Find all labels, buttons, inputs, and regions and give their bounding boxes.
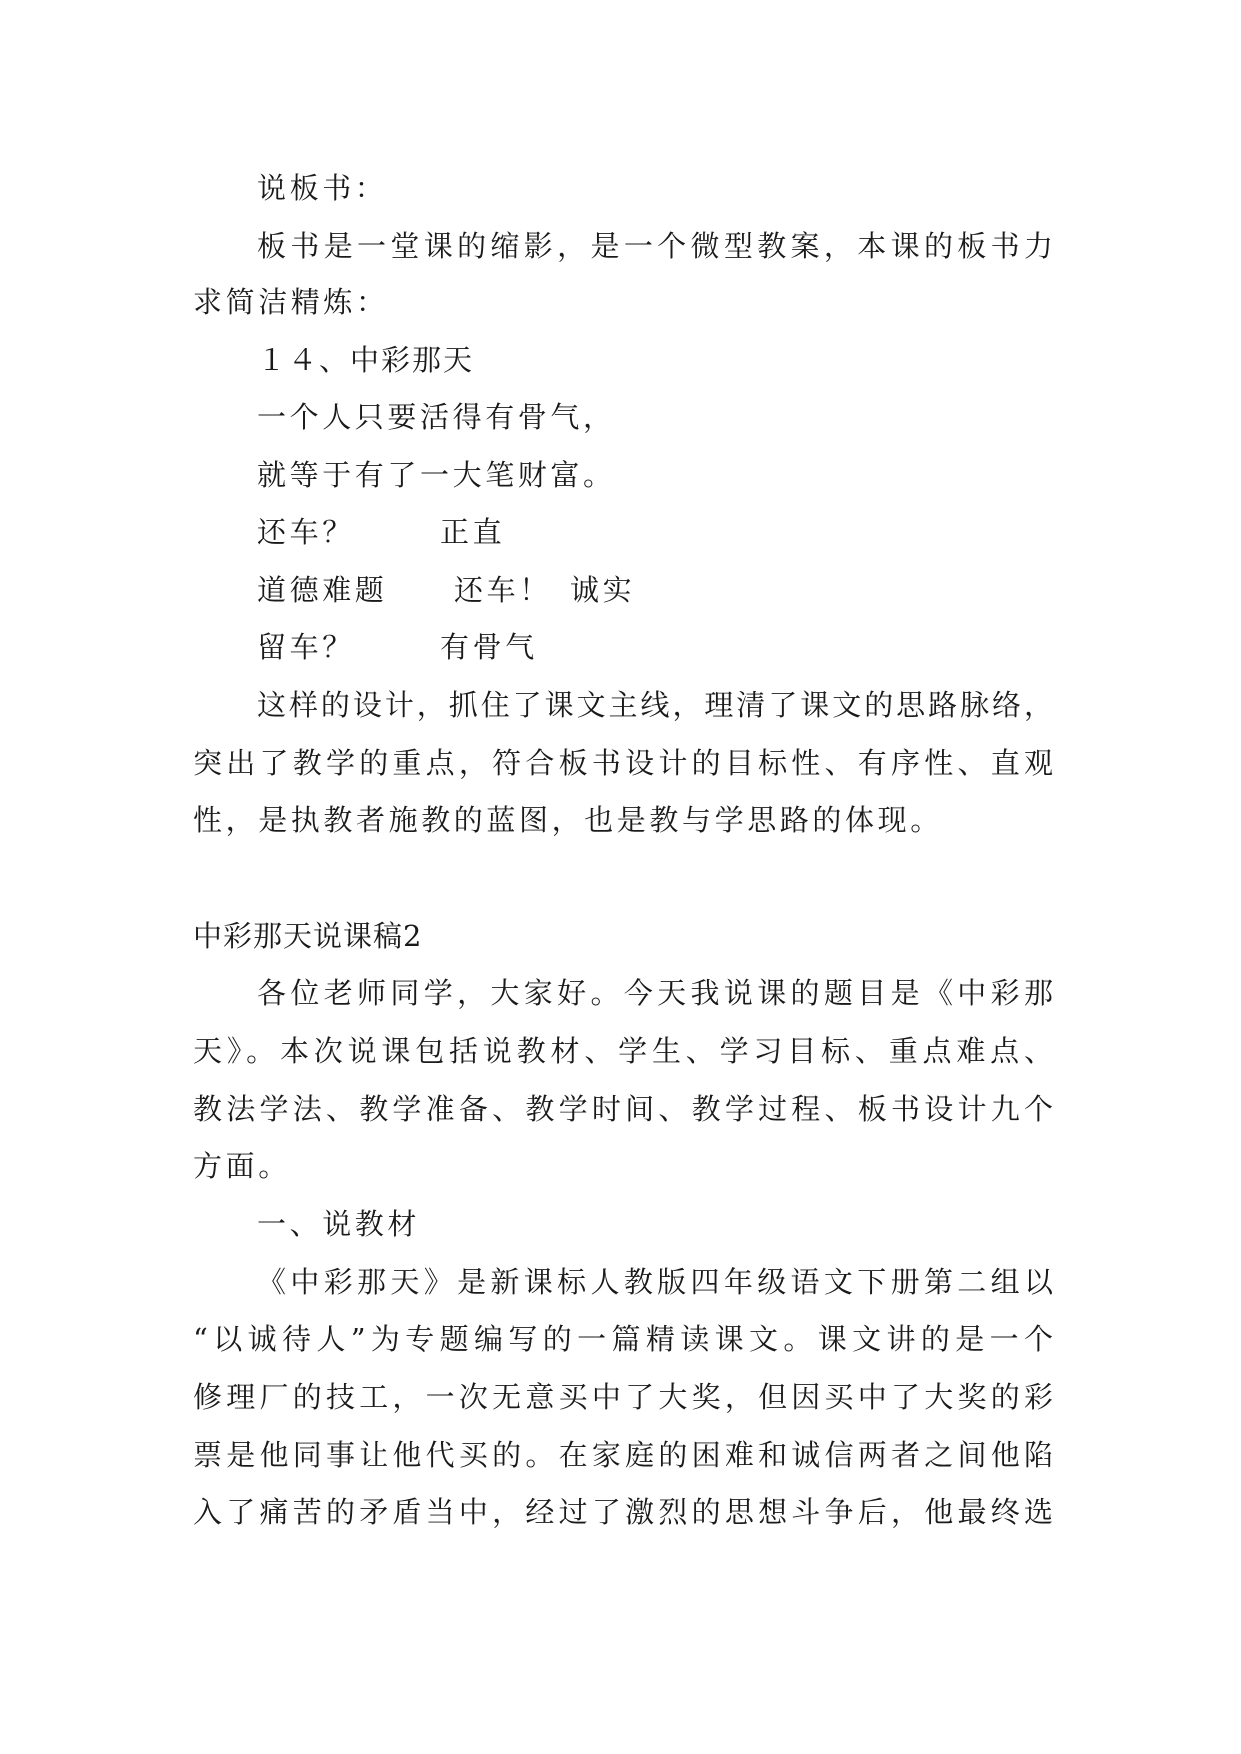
paragraph-line: 天》。本次说课包括说教材、学生、学习目标、重点难点、 [193,1034,1053,1068]
board-motto-line: 一个人只要活得有骨气， [257,400,616,434]
paragraph-line: 修理厂的技工，一次无意买中了大奖，但因买中了大奖的彩 [193,1380,1053,1414]
board-title: １４、中彩那天 [257,343,475,377]
paragraph-line: 票是他同事让他代买的。在家庭的困难和诚信两者之间他陷 [193,1438,1053,1472]
board-row-left: 还车？ [257,515,355,549]
board-row-right: 正直 [440,515,506,549]
paragraph-line: 这样的设计，抓住了课文主线，理清了课文的思路脉络， [257,688,1053,722]
board-row-right: 有骨气 [440,630,538,664]
document-title: 中彩那天说课稿2 [193,919,423,953]
paragraph-line: 各位老师同学，大家好。今天我说课的题目是《中彩那 [257,976,1053,1010]
board-row-right: 诚实 [570,573,636,607]
board-motto-line: 就等于有了一大笔财富。 [257,458,616,492]
board-row-left: 道德难题 [257,573,388,607]
paragraph-line: 性，是执教者施教的蓝图，也是教与学思路的体现。 [193,803,943,837]
paragraph-line: 教法学法、教学准备、教学时间、教学过程、板书设计九个 [193,1092,1053,1126]
paragraph-line: 求简洁精炼： [193,285,389,319]
paragraph-line: 《中彩那天》是新课标人教版四年级语文下册第二组以 [257,1265,1053,1299]
paragraph-line: “以诚待人”为专题编写的一篇精读课文。课文讲的是一个 [193,1322,1053,1356]
board-row-mid: 还车！ [454,573,552,607]
board-row-left: 留车？ [257,630,355,664]
paragraph-line: 方面。 [193,1149,291,1183]
section-heading: 一、说教材 [257,1207,421,1241]
paragraph-line: 入了痛苦的矛盾当中，经过了激烈的思想斗争后，他最终选 [193,1495,1053,1529]
paragraph-line: 突出了教学的重点，符合板书设计的目标性、有序性、直观 [193,746,1053,780]
section-heading: 说板书： [257,171,388,205]
paragraph-line: 板书是一堂课的缩影，是一个微型教案，本课的板书力 [257,229,1053,263]
